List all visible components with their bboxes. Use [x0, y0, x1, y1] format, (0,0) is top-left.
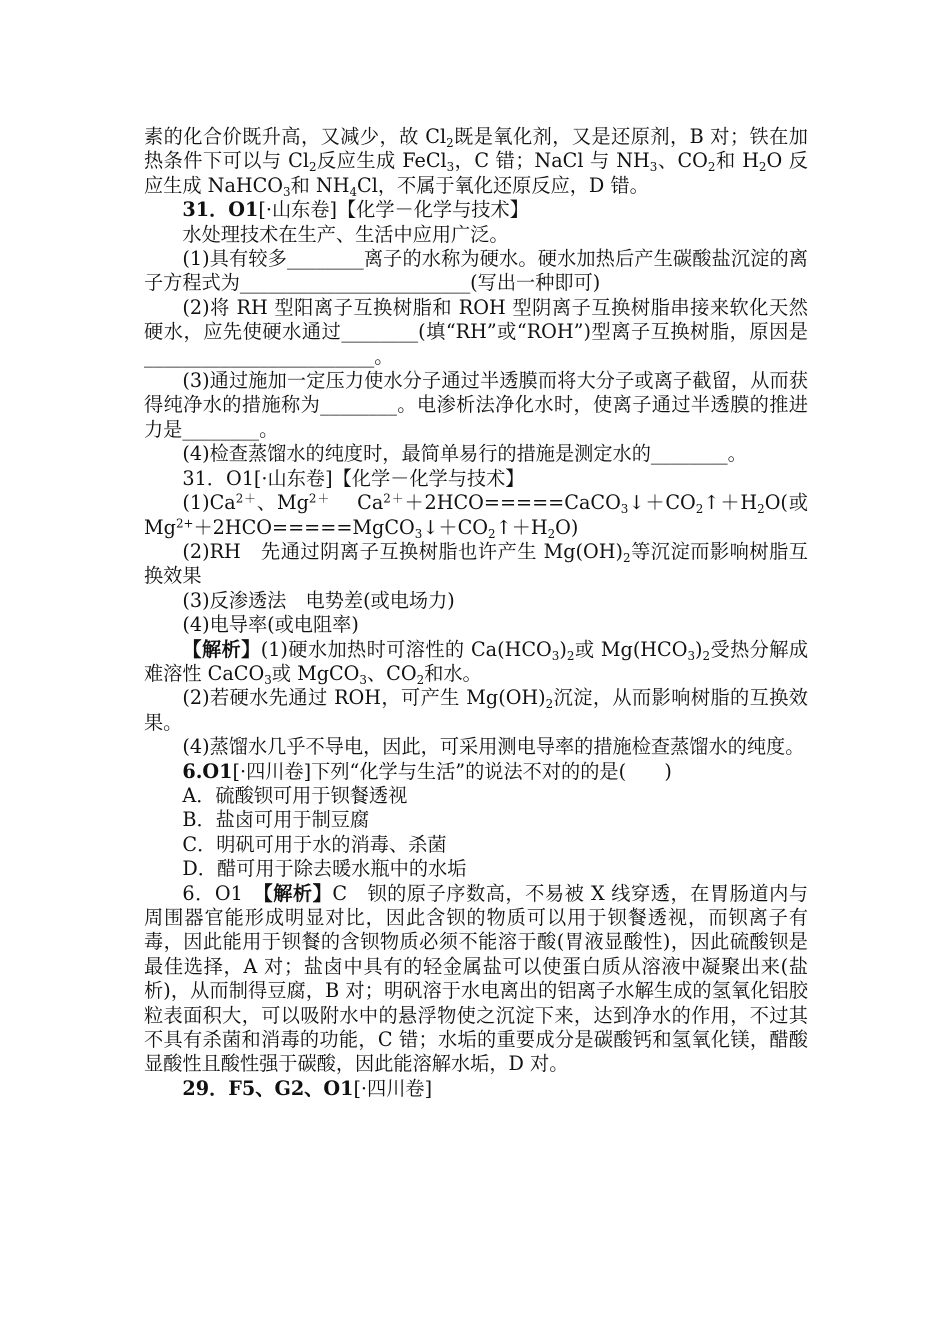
answer-31-part-1: $(1)Ca^{2+}$、$Mg^{2+}$ $Ca^{2+}+2HCO=====CaCO_3↓+CO_2↑+H_2O$(或 $Mg^{2+}+2HCO=====MgCO_3↓+CO_2↑+H_2O$) [144, 491, 808, 541]
question-31-part-2: (2)将 RH 型阳离子互换树脂和 ROH 型阴离子互换树脂串接来软化天然硬水，应先使硬水通过________(填“RH”或“ROH”)型离子互换树脂，原因是________________________。 [144, 295, 808, 368]
option-c: C．明矾可用于水的消毒、杀菌 [182, 832, 447, 856]
analysis-31-part-1: 【解析】(1)硬水加热时可溶性的 $Ca(HCO_3)_2$或 $Mg(HCO_3)_2$受热分解成难溶性 CaCO$_3$或 MgCO$_3$、$CO_2$和水。 [144, 637, 809, 688]
answer-6-analysis: 6．O1 【解析】C 钡的原子序数高，不易被 X 线穿透，在胃肠道内与周围器官能形成明显对比，因此含钡的物质可以用于钡餐透视，而钡离子有毒，因此能用于钡餐的含钡物质必须不能溶于酸(胃液显酸性)，因此硫酸钡是最佳选择，A 对；盐卤中具有的轻金属盐可以使蛋白质从溶液中凝聚出来(盐析)，从而制得豆腐，B 对；明矾溶于水电离出的铝离子水解生成的氢氧化铝胶粒表面积大，可以吸附水中的悬浮物使之沉淀下来，达到净水的作用，不过其不具有杀菌和消毒的功能，C 错；水垢的重要成分是碳酸钙和氢氧化镁，醋酸显酸性且酸性强于碳酸，因此能溶解水垢，D 对。 [144, 881, 808, 1076]
analysis-31-part-2: (2)若硬水先通过 ROH，可产生 $Mg(OH)_2$沉淀，从而影响树脂的互换效果。 [144, 686, 808, 734]
question-6-heading: 6.O1[·四川卷]下列“化学与生活”的说法不对的的是( ) [182, 759, 672, 783]
answer-31-heading: 31．O1[·山东卷]【化学－化学与技术】 [182, 466, 525, 490]
question-31-intro: 水处理技术在生产、生活中应用广泛。 [182, 222, 509, 246]
question-31-part-1: (1)具有较多________离子的水称为硬水。硬水加热后产生碳酸盐沉淀的离子方程式为________________________(写出一种即可) [144, 247, 808, 295]
option-b: B．盐卤可用于制豆腐 [182, 808, 370, 832]
answer-31-part-3: (3)反渗透法 电势差(或电场力) [182, 588, 455, 612]
question-31-heading: 31．O1[·山东卷]【化学－化学与技术】 [182, 198, 529, 222]
document-page [144, 125, 808, 1101]
question-31-part-3: (3)通过施加一定压力使水分子通过半透膜而将大分子或离子截留，从而获得纯净水的措施称为________。电渗析法净化水时，使离子通过半透膜的推进力是________。 [144, 369, 808, 441]
analysis-31-part-4: (4)蒸馏水几乎不导电，因此，可采用测电导率的措施检查蒸馏水的纯度。 [182, 735, 805, 759]
answer-31-part-4: (4)电导率(或电阻率) [182, 613, 359, 637]
question-29-heading: 29．F5、G2、O1[·四川卷] [182, 1076, 433, 1100]
prev-answer-continuation: 素的化合价既升高，又减少，故 $Cl_2$既是氧化剂，又是还原剂，B 对；铁在加热条件下可以与 $Cl_2$反应生成 FeCl$_3$，C 错；NaCl 与 $NH_3$、$CO_2$和 $H_2O$ 反应生成 NaHCO$_3$和 $NH_4Cl$，不属于氧化还原反应，D 错。 [144, 125, 808, 199]
answer-31-part-2: (2)RH 先通过阴离子互换树脂也许产生 $Mg(OH)_2$等沉淀而影响树脂互换效果 [144, 539, 808, 588]
question-31-part-4: (4)检查蒸馏水的纯度时，最简单易行的措施是测定水的________。 [182, 442, 747, 466]
option-d: D．醋可用于除去暖水瓶中的水垢 [182, 857, 467, 881]
option-a: A．硫酸钡可用于钡餐透视 [182, 783, 408, 807]
